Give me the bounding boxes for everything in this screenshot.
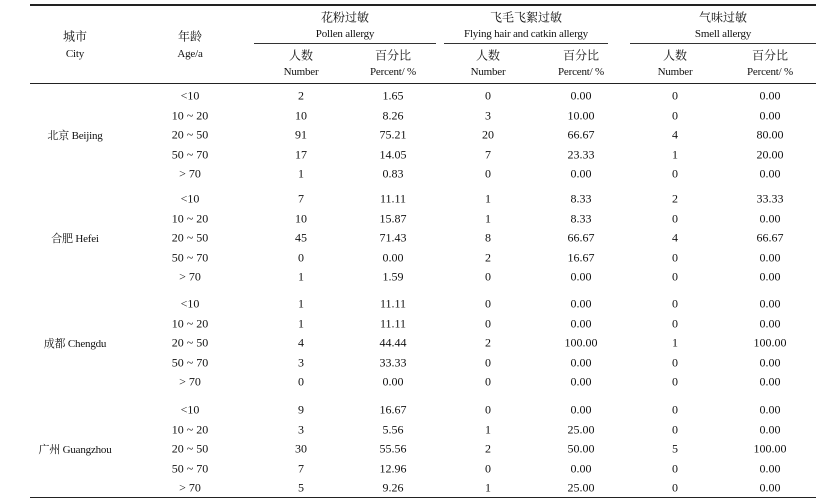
value-cell: 0.00 (570, 296, 592, 311)
percent-header-zh: 百分比 (562, 48, 600, 63)
value-cell: 23.33 (567, 147, 595, 162)
value-cell: 11.11 (379, 316, 407, 331)
value-cell: 20 (482, 127, 494, 142)
value-cell: 100.00 (753, 335, 787, 350)
value-cell: 0 (672, 374, 678, 389)
value-cell: 0 (672, 269, 678, 284)
bottom-rule (30, 497, 816, 498)
value-cell: 66.67 (756, 230, 784, 245)
age-cell: 20 ~ 50 (171, 127, 209, 142)
age-cell: <10 (180, 88, 200, 103)
percent-header-en: Percent/ % (370, 66, 416, 78)
group-flying-en: Flying hair and catkin allergy (464, 28, 588, 40)
value-cell: 3 (298, 355, 304, 370)
value-cell: 2 (485, 250, 491, 265)
city-label: 北京 Beijing (47, 130, 103, 143)
age-cell: > 70 (179, 269, 201, 284)
value-cell: 55.56 (379, 441, 407, 456)
age-cell: 20 ~ 50 (171, 335, 209, 350)
number-header-zh: 人数 (662, 48, 688, 63)
age-cell: > 70 (179, 480, 201, 495)
value-cell: 3 (298, 422, 304, 437)
age-cell: 10 ~ 20 (171, 108, 209, 123)
value-cell: 3 (485, 108, 491, 123)
value-cell: 0.00 (759, 211, 781, 226)
value-cell: 66.67 (567, 127, 595, 142)
value-cell: 0 (485, 88, 491, 103)
value-cell: 0.83 (382, 166, 404, 181)
age-cell: 50 ~ 70 (171, 355, 209, 370)
header-age-en: Age/a (177, 48, 203, 60)
value-cell: 0 (485, 166, 491, 181)
value-cell: 50.00 (567, 441, 595, 456)
value-cell: 0.00 (570, 355, 592, 370)
header-city-en: City (65, 48, 85, 60)
group-flying-zh: 飞毛飞絮过敏 (489, 10, 563, 25)
value-cell: 0.00 (759, 296, 781, 311)
value-cell: 8.33 (570, 211, 592, 226)
value-cell: 0 (672, 166, 678, 181)
value-cell: 0.00 (759, 88, 781, 103)
value-cell: 10 (295, 108, 307, 123)
value-cell: 100.00 (564, 335, 598, 350)
value-cell: 1 (298, 269, 304, 284)
value-cell: 12.96 (379, 461, 407, 476)
value-cell: 5 (672, 441, 678, 456)
value-cell: 100.00 (753, 441, 787, 456)
value-cell: 0 (672, 402, 678, 417)
age-cell: <10 (180, 296, 200, 311)
value-cell: 0 (485, 355, 491, 370)
value-cell: 71.43 (379, 230, 407, 245)
group-smell-zh: 气味过敏 (698, 10, 748, 25)
value-cell: 1 (298, 166, 304, 181)
value-cell: 5.56 (382, 422, 404, 437)
value-cell: 0 (485, 269, 491, 284)
age-cell: 50 ~ 70 (171, 250, 209, 265)
value-cell: 0.00 (570, 402, 592, 417)
value-cell: 91 (295, 127, 307, 142)
value-cell: 33.33 (756, 191, 784, 206)
number-header-zh: 人数 (288, 48, 314, 63)
value-cell: 2 (485, 441, 491, 456)
age-cell: 50 ~ 70 (171, 147, 209, 162)
value-cell: 0.00 (570, 166, 592, 181)
value-cell: 4 (672, 127, 678, 142)
pollen-underline (254, 43, 436, 44)
value-cell: 16.67 (379, 402, 407, 417)
group-pollen-en: Pollen allergy (315, 28, 375, 40)
value-cell: 0.00 (382, 374, 404, 389)
value-cell: 15.87 (379, 211, 407, 226)
value-cell: 7 (485, 147, 491, 162)
age-cell: 10 ~ 20 (171, 211, 209, 226)
value-cell: 0 (485, 316, 491, 331)
value-cell: 16.67 (567, 250, 595, 265)
value-cell: 0.00 (570, 269, 592, 284)
value-cell: 0.00 (759, 374, 781, 389)
value-cell: 0.00 (570, 461, 592, 476)
value-cell: 1 (672, 335, 678, 350)
number-header-en: Number (283, 66, 319, 78)
value-cell: 0 (485, 461, 491, 476)
value-cell: 0 (485, 402, 491, 417)
value-cell: 66.67 (567, 230, 595, 245)
age-cell: > 70 (179, 374, 201, 389)
city-label: 成都 Chengdu (43, 338, 107, 351)
value-cell: 0 (672, 422, 678, 437)
age-cell: 20 ~ 50 (171, 230, 209, 245)
value-cell: 0.00 (759, 461, 781, 476)
value-cell: 2 (298, 88, 304, 103)
value-cell: 25.00 (567, 480, 595, 495)
value-cell: 4 (298, 335, 304, 350)
value-cell: 0 (485, 374, 491, 389)
value-cell: 0.00 (570, 316, 592, 331)
percent-header-zh: 百分比 (751, 48, 789, 63)
value-cell: 1 (485, 422, 491, 437)
value-cell: 1 (298, 316, 304, 331)
age-cell: <10 (180, 191, 200, 206)
value-cell: 9.26 (382, 480, 404, 495)
value-cell: 45 (295, 230, 307, 245)
value-cell: 0 (672, 108, 678, 123)
value-cell: 0 (485, 296, 491, 311)
value-cell: 0 (672, 461, 678, 476)
value-cell: 17 (295, 147, 307, 162)
value-cell: 0 (298, 250, 304, 265)
smell-underline (630, 43, 816, 44)
value-cell: 0 (672, 250, 678, 265)
value-cell: 0.00 (759, 480, 781, 495)
age-cell: 20 ~ 50 (171, 441, 209, 456)
value-cell: 0 (672, 296, 678, 311)
value-cell: 4 (672, 230, 678, 245)
city-label: 广州 Guangzhou (38, 444, 112, 457)
value-cell: 1.59 (382, 269, 404, 284)
value-cell: 0 (298, 374, 304, 389)
value-cell: 0 (672, 480, 678, 495)
value-cell: 8.33 (570, 191, 592, 206)
value-cell: 9 (298, 402, 304, 417)
value-cell: 2 (672, 191, 678, 206)
value-cell: 8 (485, 230, 491, 245)
value-cell: 30 (295, 441, 307, 456)
value-cell: 0.00 (759, 422, 781, 437)
header-age-zh: 年龄 (177, 29, 203, 44)
age-cell: > 70 (179, 166, 201, 181)
value-cell: 14.05 (379, 147, 407, 162)
value-cell: 1 (485, 480, 491, 495)
flying-underline (444, 43, 608, 44)
value-cell: 0 (672, 211, 678, 226)
value-cell: 10.00 (567, 108, 595, 123)
value-cell: 0 (672, 88, 678, 103)
value-cell: 25.00 (567, 422, 595, 437)
value-cell: 75.21 (379, 127, 407, 142)
header-rule (30, 83, 816, 84)
value-cell: 0.00 (759, 402, 781, 417)
value-cell: 0.00 (759, 166, 781, 181)
value-cell: 1.65 (382, 88, 404, 103)
number-header-en: Number (657, 66, 693, 78)
number-header-zh: 人数 (475, 48, 501, 63)
value-cell: 80.00 (756, 127, 784, 142)
group-pollen-zh: 花粉过敏 (320, 10, 370, 25)
value-cell: 1 (298, 296, 304, 311)
top-rule (30, 4, 816, 6)
value-cell: 11.11 (379, 191, 407, 206)
value-cell: 0.00 (570, 374, 592, 389)
percent-header-en: Percent/ % (747, 66, 793, 78)
percent-header-zh: 百分比 (374, 48, 412, 63)
group-smell-en: Smell allergy (694, 28, 752, 40)
value-cell: 10 (295, 211, 307, 226)
city-label: 合肥 Hefei (51, 233, 99, 246)
age-cell: 10 ~ 20 (171, 422, 209, 437)
value-cell: 0.00 (759, 108, 781, 123)
value-cell: 1 (672, 147, 678, 162)
value-cell: 44.44 (379, 335, 407, 350)
value-cell: 11.11 (379, 296, 407, 311)
age-cell: 10 ~ 20 (171, 316, 209, 331)
header-city-zh: 城市 (62, 29, 88, 44)
value-cell: 0.00 (570, 88, 592, 103)
age-cell: 50 ~ 70 (171, 461, 209, 476)
value-cell: 0.00 (759, 269, 781, 284)
value-cell: 0 (672, 355, 678, 370)
value-cell: 0.00 (759, 355, 781, 370)
age-cell: <10 (180, 402, 200, 417)
value-cell: 7 (298, 191, 304, 206)
percent-header-en: Percent/ % (558, 66, 604, 78)
value-cell: 5 (298, 480, 304, 495)
value-cell: 1 (485, 211, 491, 226)
number-header-en: Number (470, 66, 506, 78)
value-cell: 8.26 (382, 108, 404, 123)
value-cell: 33.33 (379, 355, 407, 370)
value-cell: 0.00 (382, 250, 404, 265)
value-cell: 7 (298, 461, 304, 476)
value-cell: 20.00 (756, 147, 784, 162)
value-cell: 0 (672, 316, 678, 331)
value-cell: 1 (485, 191, 491, 206)
value-cell: 0.00 (759, 316, 781, 331)
value-cell: 2 (485, 335, 491, 350)
value-cell: 0.00 (759, 250, 781, 265)
